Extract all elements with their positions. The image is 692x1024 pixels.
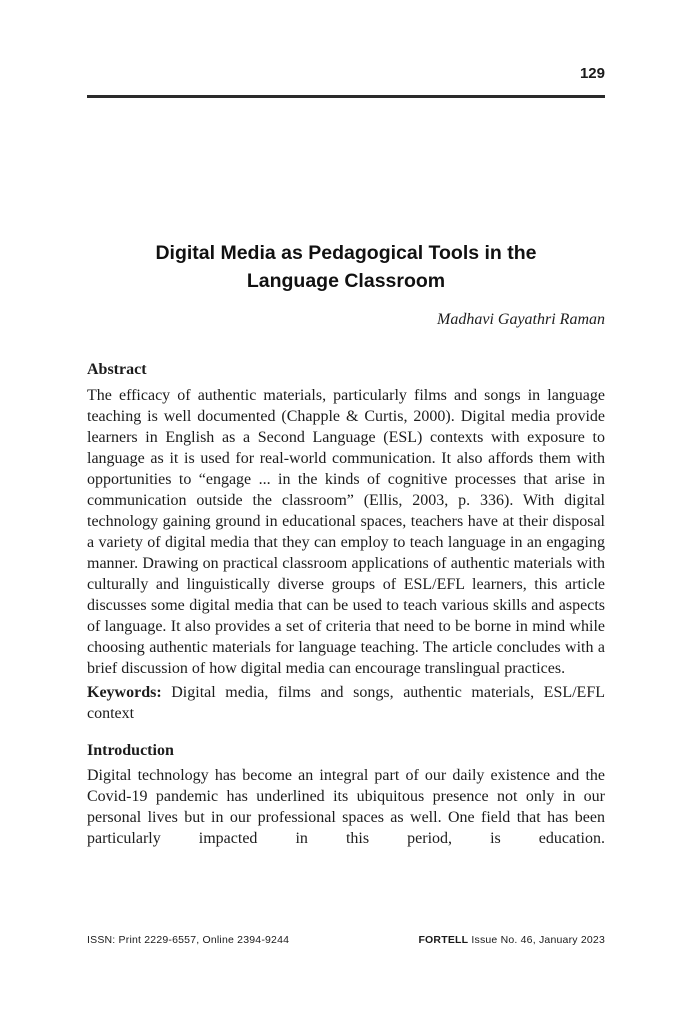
abstract-heading: Abstract (87, 361, 147, 378)
journal-name: FORTELL (418, 934, 469, 946)
header-rule (87, 95, 605, 98)
issue-info: Issue No. 46, January 2023 (471, 934, 605, 946)
page-footer (87, 933, 605, 947)
article-title-line-2: Language Classroom (246, 270, 446, 292)
keywords-label: Keywords: (87, 684, 162, 701)
article-title-line-1: Digital Media as Pedagogical Tools in the (155, 242, 537, 264)
abstract-paragraph: The efficacy of authentic materials, particularly films and songs in language teaching is well documented (Chapple & Curtis, 2000). Digital media provide learners in English as a Second Language (ESL) contexts with exposure to language as it is used for real-world communication. It also affords them with opportunities to “engage ... in the kinds of cognitive processes that arise in communication outside the classroom” (Ellis, 2003, p. 336). With digital technology gaining ground in educational spaces, teachers have at their disposal a variety of digital media that they can employ to teach language in an engaging manner. Drawing on practical classroom applications of authentic materials with culturally and linguistically diverse groups of ESL/EFL learners, this article discusses some digital media that can be used to teach various skills and aspects of language. It also provides a set of criteria that need to be borne in mind while choosing authentic materials for language teaching. The article concludes with a brief discussion of how digital media can encourage translingual practices. (87, 387, 605, 677)
article-body (87, 359, 605, 849)
article-title (87, 239, 605, 295)
keywords-paragraph (87, 682, 605, 724)
page-number: 129 (579, 65, 605, 82)
keywords-text: Digital media, films and songs, authentic materials, ESL/EFL context (87, 684, 605, 722)
article-author: Madhavi Gayathri Raman (437, 311, 605, 328)
footer-issue (418, 933, 605, 947)
footer-issn: ISSN: Print 2229-6557, Online 2394-9244 (87, 934, 290, 946)
introduction-heading: Introduction (87, 742, 174, 759)
introduction-paragraph: Digital technology has become an integral part of our daily existence and the Covid-19 pandemic has underlined its ubiquitous presence not only in our personal lives but in our professional spaces as well. One field that has been particularly impacted in this period, is education. (87, 767, 605, 847)
